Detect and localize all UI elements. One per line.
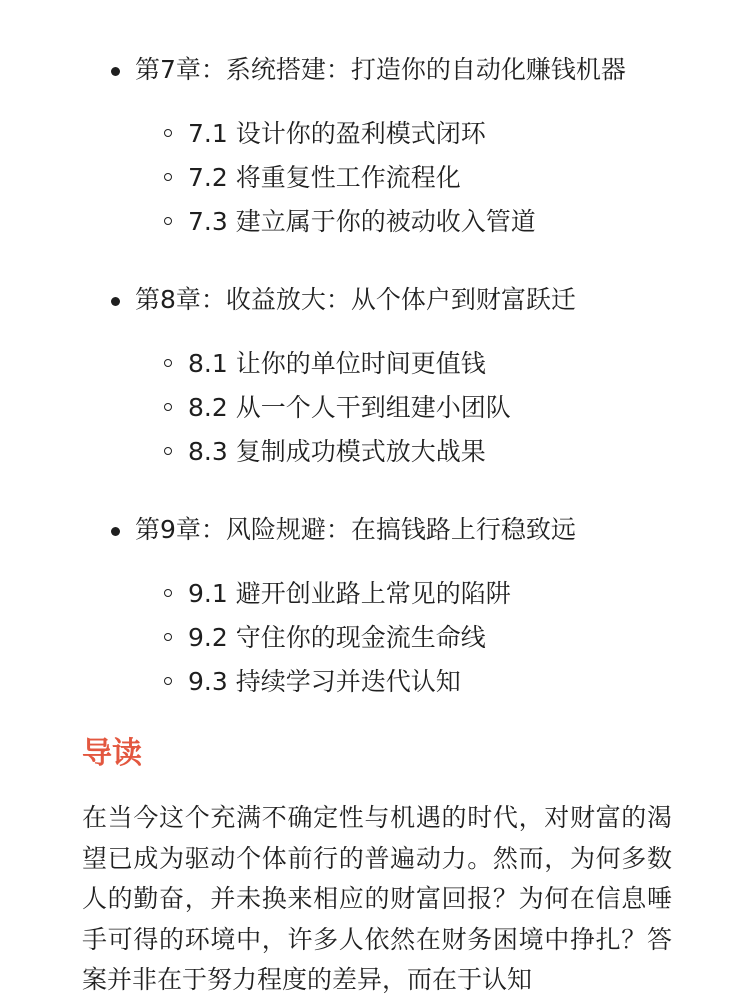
section-item: 9.1 避开创业路上常见的陷阱 (82, 572, 670, 616)
intro-paragraph: 在当今这个充满不确定性与机遇的时代，对财富的渴望已成为驱动个体前行的普遍动力。然而，为何多数人的勤奋，并未换来相应的财富回报？为何在信息唾手可得的环境中，许多人依然在财务困境中挣扎？答案并非在于努力程度的差异，而在于认知 (82, 803, 672, 994)
section-item: 7.3 建立属于你的被动收入管道 (82, 200, 670, 244)
section-item: 8.1 让你的单位时间更值钱 (82, 342, 670, 386)
section-item: 8.2 从一个人干到组建小团队 (82, 386, 670, 430)
chapter-title: 第7章：系统搭建：打造你的自动化赚钱机器 (82, 42, 670, 98)
section-list (82, 342, 670, 474)
section-list (82, 572, 670, 704)
chapter-list (82, 42, 670, 704)
chapter-item (82, 272, 670, 474)
intro-heading: 导读 (82, 736, 142, 771)
section-item: 9.3 持续学习并迭代认知 (82, 660, 670, 704)
section-list (82, 112, 670, 244)
section-item: 8.3 复制成功模式放大战果 (82, 430, 670, 474)
section-item: 9.2 守住你的现金流生命线 (82, 616, 670, 660)
chapter-item (82, 502, 670, 704)
chapter-item (82, 42, 670, 244)
chapter-title: 第9章：风险规避：在搞钱路上行稳致远 (82, 502, 670, 558)
chapter-title: 第8章：收益放大：从个体户到财富跃迁 (82, 272, 670, 328)
section-item: 7.1 设计你的盈利模式闭环 (82, 112, 670, 156)
section-item: 7.2 将重复性工作流程化 (82, 156, 670, 200)
